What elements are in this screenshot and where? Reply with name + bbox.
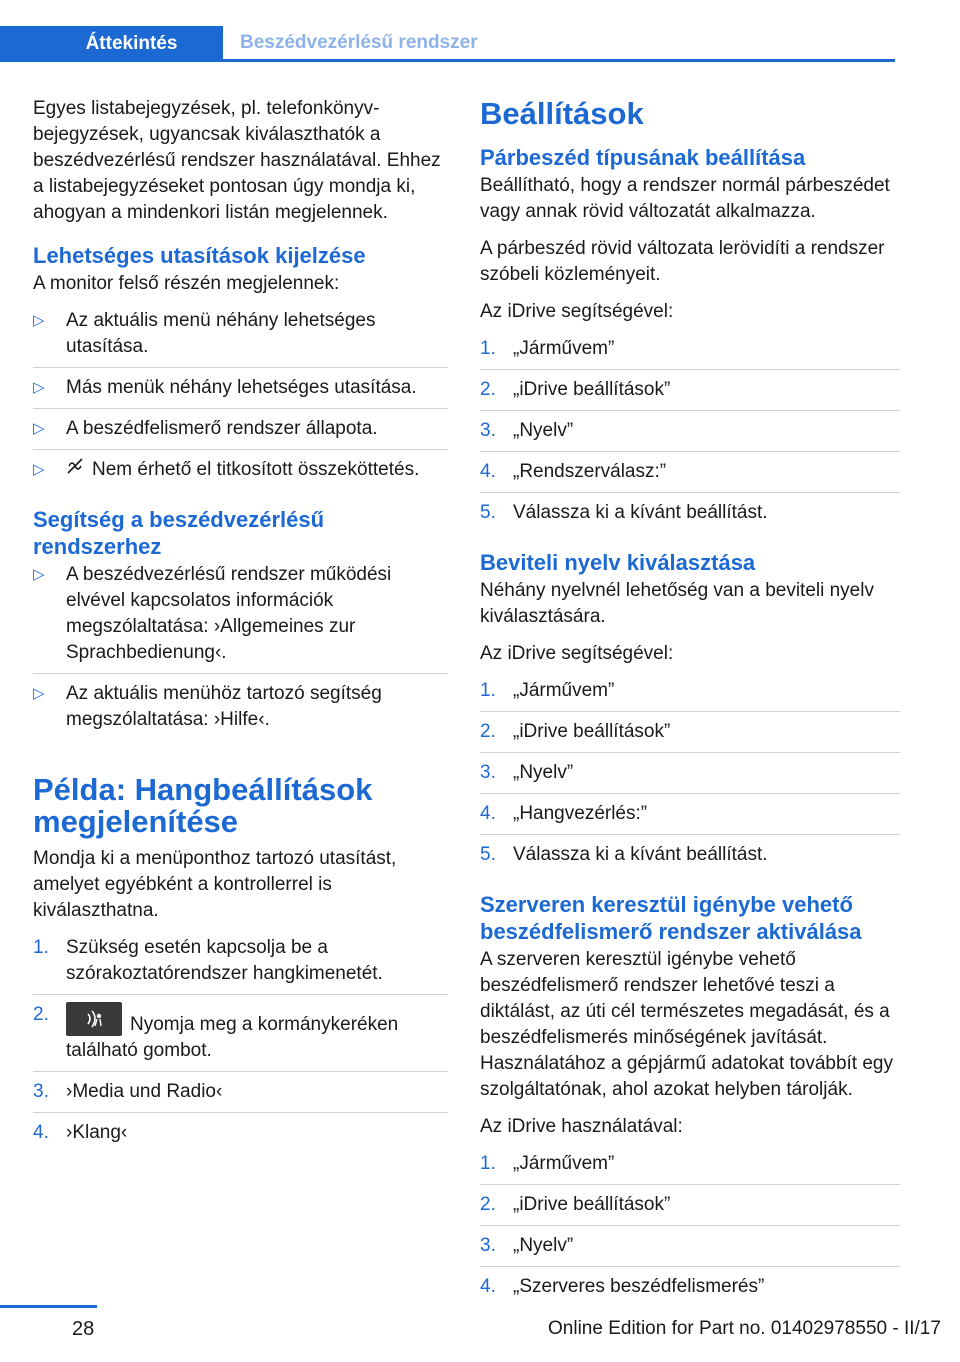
list-item: 3. „Nyelv” bbox=[480, 418, 900, 452]
section-title: Szerveren keresztül igénybe vehető beszédfelismerő rendszer aktiválása bbox=[480, 892, 862, 944]
footer-rule bbox=[0, 1305, 97, 1308]
page-header bbox=[0, 26, 895, 62]
left-column bbox=[33, 96, 448, 1163]
triangle-bullet-icon: ▷ bbox=[33, 312, 45, 329]
paragraph: Beállítható, hogy a rendszer normál párbeszédet vagy annak rövid változatát alkalmazza. bbox=[480, 175, 890, 222]
paragraph: Az iDrive segítségével: bbox=[480, 643, 674, 664]
section-text: A monitor felső részén megjelennek: bbox=[33, 273, 340, 294]
list-item: ▷ Az aktuális menü néhány lehetséges utasítása. bbox=[33, 308, 448, 368]
intro-paragraph: Egyes listabejegyzések, pl. telefonkönyv-bejegyzések, ugyancsak kiválaszthatók a beszédvezérlésű rendszer használatával. Ehhez a listabejegyzéseket pontosan úgy mondja ki, ahogyan a mindenkori listán megjelennek. bbox=[33, 98, 441, 223]
list-item: 1. „Járművem” bbox=[480, 336, 900, 370]
numbered-list bbox=[33, 935, 448, 1153]
triangle-bullet-icon: ▷ bbox=[33, 379, 45, 396]
list-item: ▷ A beszédvezérlésű rendszer működési elvével kapcsolatos információk megszólaltatása: ›Allgemeines zur Sprachbedienung‹. bbox=[33, 562, 448, 674]
paragraph: A szerveren keresztül igénybe vehető beszédfelismerő rendszer lehetővé teszi a diktálást, az úti cél természetes megadását, és a beszédfelismerés minőségének javítását. Használatához a gépjármű adatokat továbbít egy szolgáltatónak, ahol azokat helyben tárolják. bbox=[480, 949, 893, 1100]
section-title: Párbeszéd típusának beállítása bbox=[480, 145, 806, 170]
list-item: ▷ Nem érhető el titkosított összeköttetés. bbox=[33, 457, 448, 490]
no-encryption-icon bbox=[66, 457, 84, 483]
header-rule bbox=[0, 59, 895, 62]
section-title: Beviteli nyelv kiválasztása bbox=[480, 550, 756, 575]
edition-text: Online Edition for Part no. 01402978550 - II/17 bbox=[548, 1318, 941, 1339]
numbered-list bbox=[480, 1151, 900, 1307]
list-item: ▷ A beszédfelismerő rendszer állapota. bbox=[33, 416, 448, 450]
list-item: 4. „Szerveres beszédfelismerés” bbox=[480, 1276, 765, 1297]
triangle-bullet-icon: ▷ bbox=[33, 420, 45, 437]
list-item: 5. Válassza ki a kívánt beállítást. bbox=[480, 502, 768, 523]
list-item: 3. „Nyelv” bbox=[480, 760, 900, 794]
list-item: 3. „Nyelv” bbox=[480, 1233, 900, 1267]
list-item: 1. „Járművem” bbox=[480, 678, 900, 712]
voice-button-icon bbox=[66, 1002, 122, 1036]
list-item: 1. „Járművem” bbox=[480, 1151, 900, 1185]
triangle-bullet-icon: ▷ bbox=[33, 461, 45, 478]
bullet-list bbox=[33, 308, 448, 490]
list-item: 2. „iDrive beállítások” bbox=[480, 719, 900, 753]
list-item: 4. ›Klang‹ bbox=[33, 1122, 128, 1144]
triangle-bullet-icon: ▷ bbox=[33, 566, 45, 584]
list-item: 4. „Hangvezérlés:” bbox=[480, 801, 900, 835]
section-title: Segítség a beszédvezérlésű rendszerhez bbox=[33, 507, 325, 560]
paragraph: Az iDrive használatával: bbox=[480, 1116, 683, 1137]
list-item: ▷ Más menük néhány lehetséges utasítása. bbox=[33, 375, 448, 409]
page-number: 28 bbox=[72, 1318, 95, 1340]
example-text: Mondja ki a menüponthoz tartozó utasítást, amelyet egyébként a kontrollerrel is kiválaszthatna. bbox=[33, 848, 397, 922]
list-item: 2. „iDrive beállítások” bbox=[480, 377, 900, 411]
paragraph: Az iDrive segítségével: bbox=[480, 301, 674, 322]
list-item: ▷ Az aktuális menühöz tartozó segítség megszólaltatása: ›Hilfe‹. bbox=[33, 683, 382, 731]
list-item: 3. ›Media und Radio‹ bbox=[33, 1079, 448, 1113]
list-item: 4. „Rendszerválasz:” bbox=[480, 459, 900, 493]
settings-title: Beállítások bbox=[480, 96, 644, 131]
paragraph: Néhány nyelvnél lehetőség van a beviteli nyelv kiválasztására. bbox=[480, 580, 874, 627]
numbered-list bbox=[480, 336, 900, 533]
triangle-bullet-icon: ▷ bbox=[33, 685, 45, 703]
list-item: 2. „iDrive beállítások” bbox=[480, 1192, 900, 1226]
list-item: 1. Szükség esetén kapcsolja be a szórakoztatórendszer hangkimenetét. bbox=[33, 935, 448, 995]
section-title: Lehetséges utasítások kijelzése bbox=[33, 243, 366, 268]
tab-attekintes[interactable]: Áttekintés bbox=[0, 26, 223, 62]
right-column bbox=[480, 96, 900, 1317]
list-item: 2. Nyomja meg a kormánykeréken található gombot. bbox=[33, 1002, 448, 1072]
numbered-list bbox=[480, 678, 900, 875]
list-item: 5. Válassza ki a kívánt beállítást. bbox=[480, 844, 768, 865]
tab-beszedvezerles[interactable]: Beszédvezérlésű rendszer bbox=[240, 31, 478, 53]
example-title: Példa: Hangbeállítások megjelenítése bbox=[33, 772, 373, 840]
bullet-list bbox=[33, 562, 448, 740]
paragraph: A párbeszéd rövid változata lerövidíti a rendszer szóbeli közleményeit. bbox=[480, 238, 885, 285]
